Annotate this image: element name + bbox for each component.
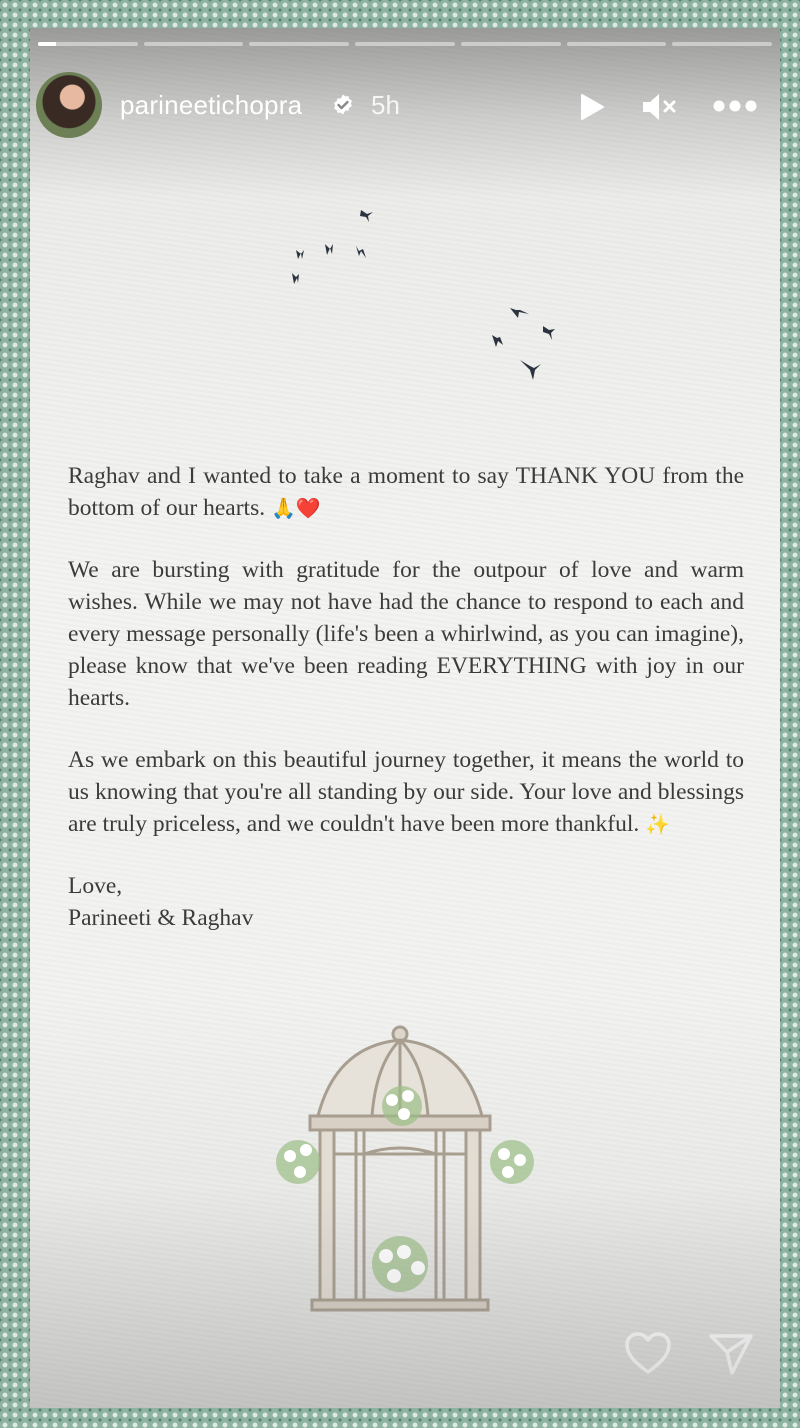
letter-paragraph-3: As we embark on this beautiful journey together, it means the world to us knowing that you're all standing by our side. Your love and blessings are truly priceless, and we couldn't have been more thankful. ✨ <box>68 747 744 837</box>
birds-illustration <box>30 28 780 448</box>
letter-signature: Parineeti & Raghav <box>68 905 254 931</box>
sparkles-emoji: ✨ <box>645 812 671 836</box>
story-card[interactable] <box>30 28 780 1408</box>
send-icon[interactable] <box>708 1332 754 1376</box>
letter-text <box>68 460 744 934</box>
letter-closing: Love, <box>68 873 123 899</box>
letter-paragraph-2: We are bursting with gratitude for the outpour of love and warm wishes. While we may not have had the chance to respond to each and every message personally (life's been a whirlwind, as you can imagine), please know that we've been reading EVERYTHING with joy in our hearts. <box>68 557 744 711</box>
pray-heart-emoji: 🙏❤️ <box>270 496 321 520</box>
username[interactable]: parineetichopra <box>120 90 303 120</box>
gazebo-illustration <box>276 1024 536 1314</box>
heart-icon[interactable] <box>624 1332 672 1376</box>
post-time: 5h <box>371 90 400 120</box>
letter-paragraph-1: Raghav and I wanted to take a moment to say THANK YOU from the bottom of our hearts. 🙏❤️ <box>68 463 744 521</box>
letter-signoff <box>68 870 744 934</box>
